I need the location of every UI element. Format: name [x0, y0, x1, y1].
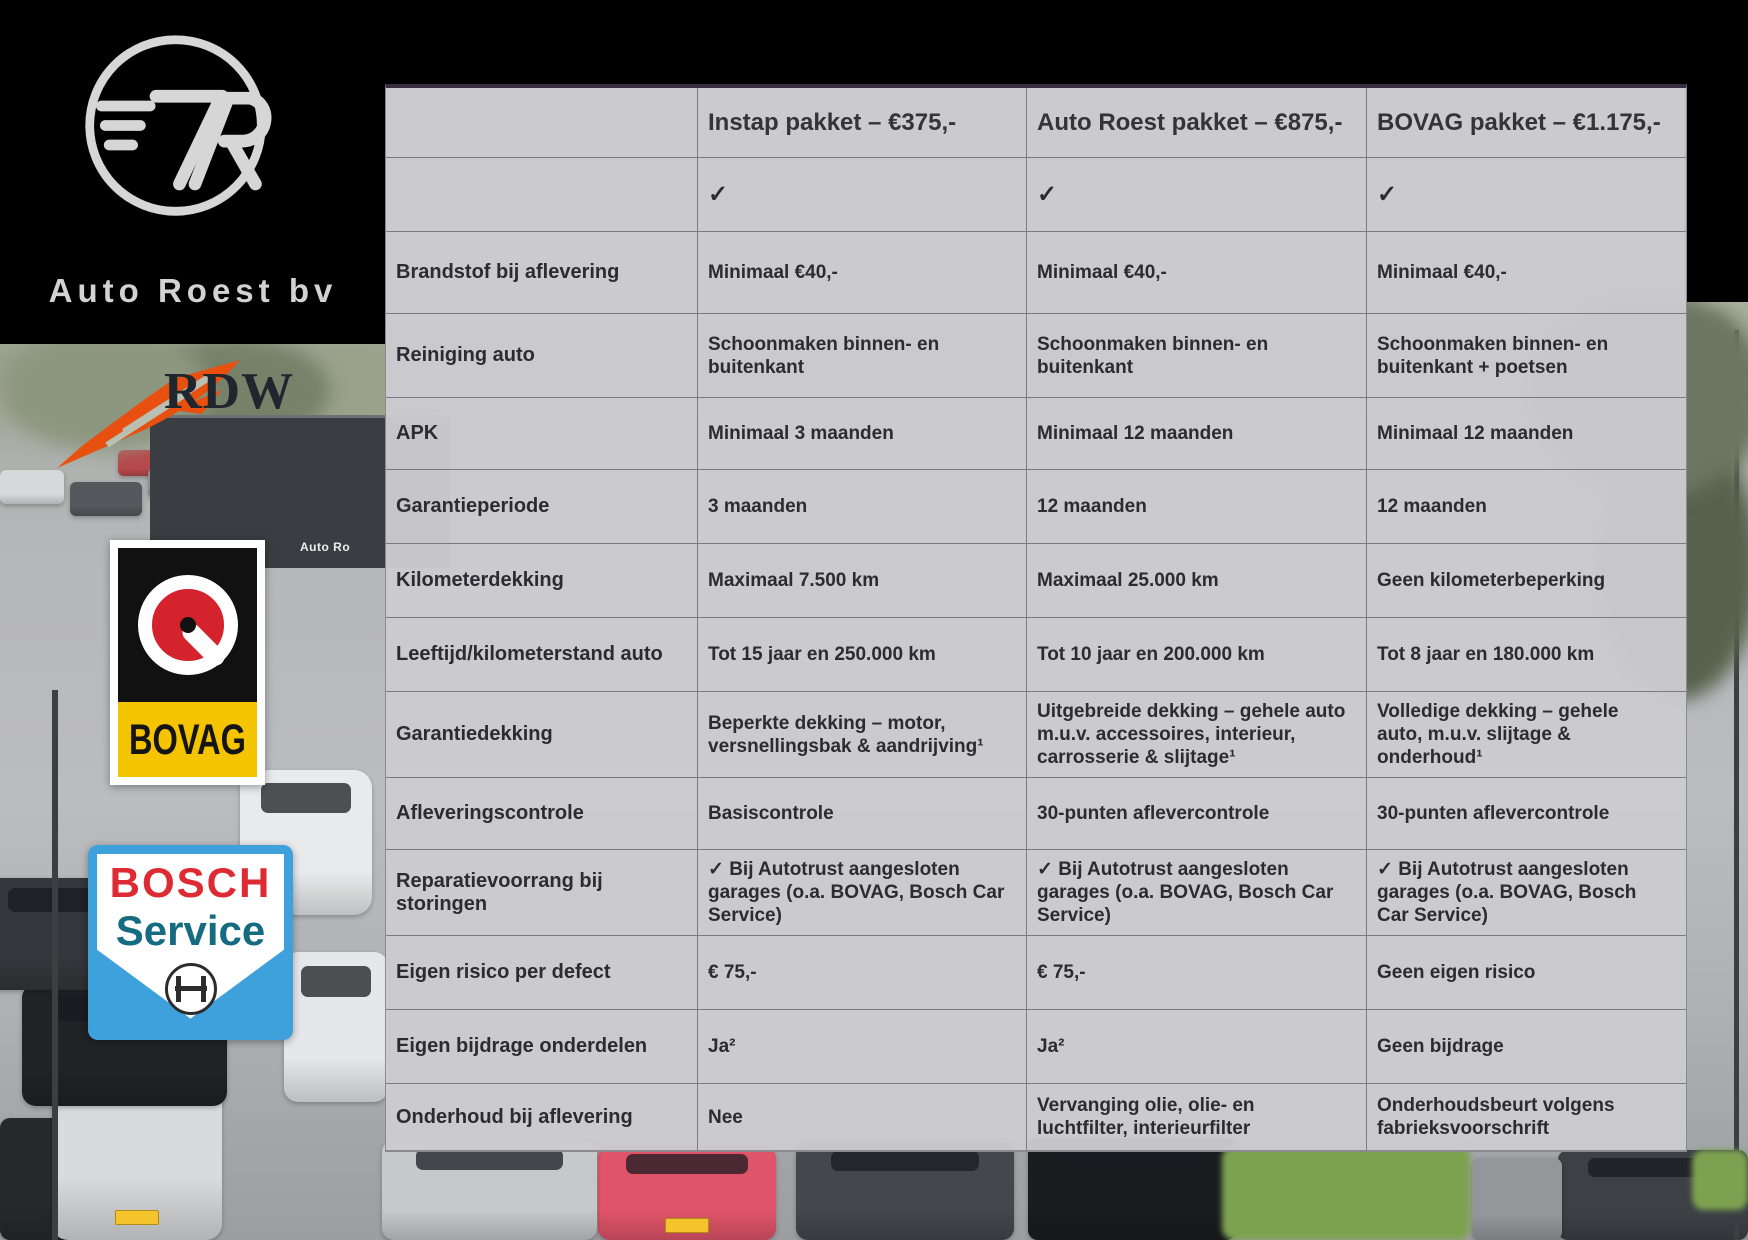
- row-label: Afleveringscontrole: [386, 778, 697, 850]
- check-cell: ✓: [697, 158, 1026, 232]
- value-cell: Minimaal 3 maanden: [697, 398, 1026, 470]
- car-shape: [284, 952, 388, 1102]
- row-label: Eigen risico per defect: [386, 936, 697, 1010]
- column-header: BOVAG pakket – €1.175,-: [1366, 88, 1686, 158]
- car-shape: [796, 1142, 1014, 1240]
- bovag-logo-text: BOVAG: [129, 715, 246, 763]
- car-windshield: [416, 1149, 562, 1170]
- value-cell: 30-punten aflevercontrole: [1026, 778, 1366, 850]
- value-cell: Minimaal 12 maanden: [1026, 398, 1366, 470]
- value-cell: Schoonmaken binnen- en buitenkant: [697, 314, 1026, 398]
- bosch-armature-icon: [165, 963, 217, 1015]
- value-cell: Schoonmaken binnen- en buitenkant + poetsen: [1366, 314, 1686, 398]
- company-name: Auto Roest bv: [48, 272, 338, 309]
- table-row: [386, 692, 1686, 778]
- bosch-logo-text: BOSCH: [109, 859, 272, 906]
- table-row: [386, 936, 1686, 1010]
- value-cell: 30-punten aflevercontrole: [1366, 778, 1686, 850]
- value-cell: 3 maanden: [697, 470, 1026, 544]
- row-label: Eigen bijdrage onderdelen: [386, 1010, 697, 1084]
- building-sign-text: Auto Ro: [300, 540, 351, 554]
- grass-patch: [1692, 1150, 1748, 1210]
- table-row: [386, 778, 1686, 850]
- value-cell: Onderhoudsbeurt volgens fabrieksvoorschrift: [1366, 1084, 1686, 1150]
- bovag-emblem: [118, 548, 257, 702]
- auto-roest-logo-panel: [0, 0, 386, 344]
- value-cell: Geen kilometerbeperking: [1366, 544, 1686, 618]
- value-cell: Uitgebreide dekking – gehele auto m.u.v. accessoires, interieur, carrosserie & slijtage¹: [1026, 692, 1366, 778]
- row-label: APK: [386, 398, 697, 470]
- rdw-logo-text: RDW: [164, 363, 295, 420]
- car-shape: [1472, 1158, 1562, 1240]
- value-cell: Geen bijdrage: [1366, 1010, 1686, 1084]
- value-cell: ✓ Bij Autotrust aangesloten garages (o.a. BOVAG, Bosch Car Service): [1026, 850, 1366, 936]
- row-label: Garantiedekking: [386, 692, 697, 778]
- value-cell: Tot 8 jaar en 180.000 km: [1366, 618, 1686, 692]
- value-cell: ✓ Bij Autotrust aangesloten garages (o.a. BOVAG, Bosch Car Service): [1366, 850, 1686, 936]
- value-cell: 12 maanden: [1026, 470, 1366, 544]
- check-cell: ✓: [1026, 158, 1366, 232]
- value-cell: Ja²: [1026, 1010, 1366, 1084]
- value-cell: Minimaal €40,-: [697, 232, 1026, 314]
- value-cell: Volledige dekking – gehele auto, m.u.v. slijtage & onderhoud¹: [1366, 692, 1686, 778]
- column-header: Auto Roest pakket – €875,-: [1026, 88, 1366, 158]
- bosch-service-text: Service: [115, 907, 266, 954]
- table-row: [386, 1010, 1686, 1084]
- table-row: [386, 232, 1686, 314]
- value-cell: Beperkte dekking – motor, versnellingsbak & aandrijving¹: [697, 692, 1026, 778]
- value-cell: Tot 15 jaar en 250.000 km: [697, 618, 1026, 692]
- row-label: Reparatievoorrang bij storingen: [386, 850, 697, 936]
- row-label: Kilometerdekking: [386, 544, 697, 618]
- light-pole: [52, 690, 58, 1240]
- table-header-row: [386, 88, 1686, 158]
- value-cell: Nee: [697, 1084, 1026, 1150]
- value-cell: € 75,-: [697, 936, 1026, 1010]
- bovag-wordmark-area: [118, 702, 257, 777]
- bovag-logo: [110, 540, 265, 785]
- rdw-logo: [52, 350, 312, 485]
- table-row: [386, 618, 1686, 692]
- value-cell: Vervanging olie, olie- en luchtfilter, interieurfilter: [1026, 1084, 1366, 1150]
- auto-roest-logo-icon: [78, 28, 273, 223]
- table-row: [386, 544, 1686, 618]
- table-row: [386, 470, 1686, 544]
- value-cell: Basiscontrole: [697, 778, 1026, 850]
- car-windshield: [301, 966, 372, 998]
- grass-patch: [1222, 1146, 1470, 1240]
- right-black-band: [1684, 0, 1748, 302]
- row-label: Leeftijd/kilometerstand auto: [386, 618, 697, 692]
- value-cell: Maximaal 7.500 km: [697, 544, 1026, 618]
- value-cell: Maximaal 25.000 km: [1026, 544, 1366, 618]
- license-plate: [665, 1218, 709, 1233]
- column-header-empty: [386, 88, 697, 158]
- car-windshield: [831, 1151, 979, 1172]
- row-label: Reiniging auto: [386, 314, 697, 398]
- value-cell: 12 maanden: [1366, 470, 1686, 544]
- car-shape: [70, 482, 142, 516]
- bovag-hub-icon: [180, 617, 196, 633]
- license-plate: [115, 1210, 159, 1225]
- table-row: [386, 398, 1686, 470]
- car-shape: [1028, 1138, 1236, 1240]
- table-row: [386, 1084, 1686, 1150]
- package-comparison-table: [385, 84, 1687, 1152]
- value-cell: Tot 10 jaar en 200.000 km: [1026, 618, 1366, 692]
- car-shape: [382, 1140, 597, 1240]
- car-windshield: [626, 1154, 747, 1174]
- car-shape: [598, 1146, 776, 1240]
- table-row: [386, 850, 1686, 936]
- value-cell: Geen eigen risico: [1366, 936, 1686, 1010]
- table-row: [386, 158, 1686, 232]
- row-label: Garantieperiode: [386, 470, 697, 544]
- table-row: [386, 314, 1686, 398]
- value-cell: Ja²: [697, 1010, 1026, 1084]
- row-label: [386, 158, 697, 232]
- row-label: Brandstof bij aflevering: [386, 232, 697, 314]
- value-cell: Schoonmaken binnen- en buitenkant: [1026, 314, 1366, 398]
- value-cell: Minimaal €40,-: [1366, 232, 1686, 314]
- row-label: Onderhoud bij aflevering: [386, 1084, 697, 1150]
- value-cell: ✓ Bij Autotrust aangesloten garages (o.a. BOVAG, Bosch Car Service): [697, 850, 1026, 936]
- column-header: Instap pakket – €375,-: [697, 88, 1026, 158]
- bosch-service-logo: [88, 845, 293, 1040]
- value-cell: Minimaal €40,-: [1026, 232, 1366, 314]
- check-cell: ✓: [1366, 158, 1686, 232]
- value-cell: Minimaal 12 maanden: [1366, 398, 1686, 470]
- value-cell: € 75,-: [1026, 936, 1366, 1010]
- car-windshield: [261, 783, 351, 813]
